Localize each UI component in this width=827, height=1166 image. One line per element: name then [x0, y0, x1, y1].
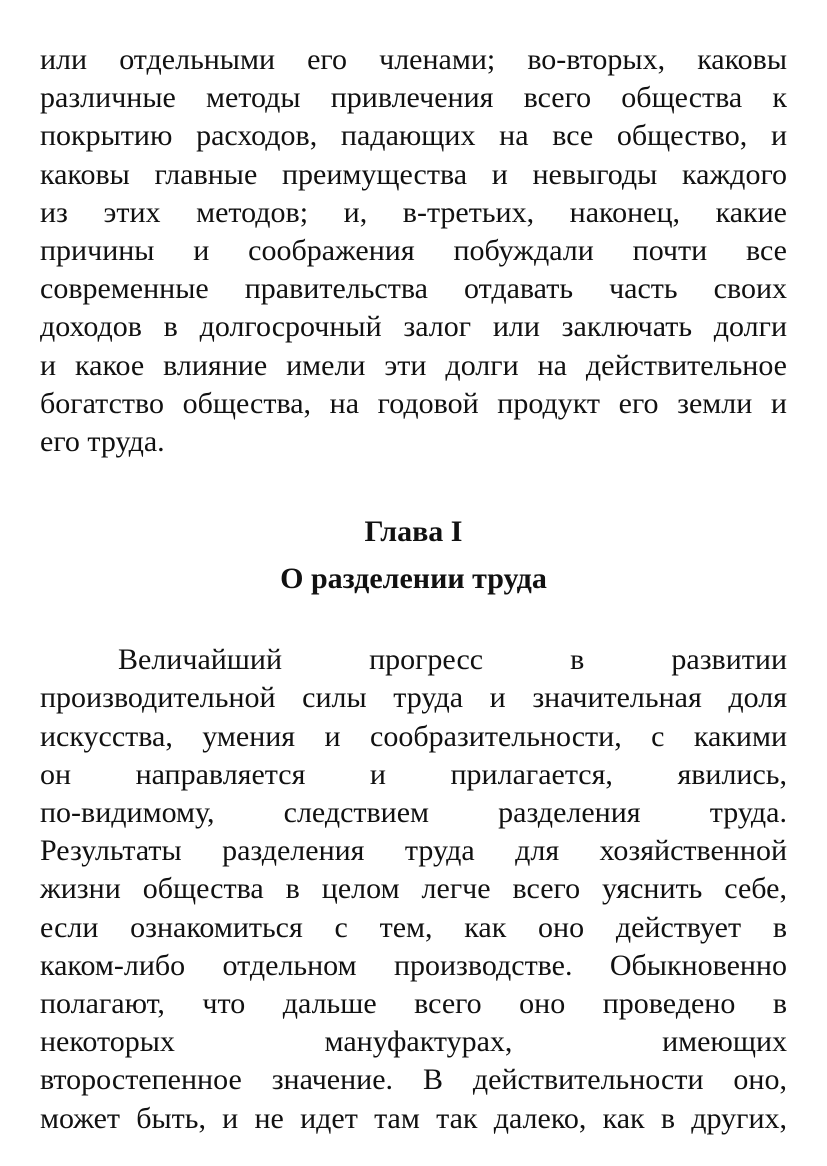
text-line: некоторых мануфактурах, имеющих — [40, 1025, 787, 1059]
text-line: по-видимому, следствием разделения труда. — [40, 796, 787, 830]
text-line: покрытию расходов, падающих на все общество, и — [40, 119, 787, 153]
text-line: современные правительства отдавать часть своих — [40, 272, 787, 306]
chapter-number: Глава I — [364, 515, 463, 549]
chapter-heading — [40, 508, 787, 602]
text-line: искусства, умения и сообразительности, с какими — [40, 719, 787, 753]
text-line: каковы главные преимущества и невыгоды каждого — [40, 157, 787, 191]
text-line: он направляется и прилагается, явились, — [40, 757, 787, 791]
text-line: если ознакомиться с тем, как оно действует в — [40, 910, 787, 944]
chapter-title: О разделении труда — [280, 562, 547, 596]
text-line: доходов в долгосрочный залог или заключать долги — [40, 310, 787, 344]
text-line: причины и соображения побуждали почти все — [40, 234, 787, 268]
text-line: производительной силы труда и значительная доля — [40, 681, 787, 715]
text-line: Результаты разделения труда для хозяйственной — [40, 834, 787, 868]
text-line: Величайший прогресс в развитии — [118, 643, 787, 677]
document-page — [40, 41, 787, 1138]
text-line: второстепенное значение. В действительности оно, — [40, 1063, 787, 1097]
text-line: каком-либо отдельном производстве. Обыкновенно — [40, 948, 787, 982]
text-line: богатство общества, на годовой продукт его земли и — [40, 386, 787, 420]
text-line: может быть, и не идет там так далеко, как в других, — [40, 1101, 787, 1135]
intro-paragraph — [40, 41, 787, 461]
body-paragraph — [40, 641, 787, 1138]
text-line: из этих методов; и, в-третьих, наконец, какие — [40, 195, 787, 229]
text-line: и какое влияние имели эти долги на действительное — [40, 348, 787, 382]
text-line: его труда. — [40, 425, 165, 459]
text-line: различные методы привлечения всего общества к — [40, 81, 787, 115]
text-line: полагают, что дальше всего оно проведено в — [40, 987, 787, 1021]
text-line: жизни общества в целом легче всего уяснить себе, — [40, 872, 787, 906]
text-line: или отдельными его членами; во-вторых, каковы — [40, 43, 787, 76]
